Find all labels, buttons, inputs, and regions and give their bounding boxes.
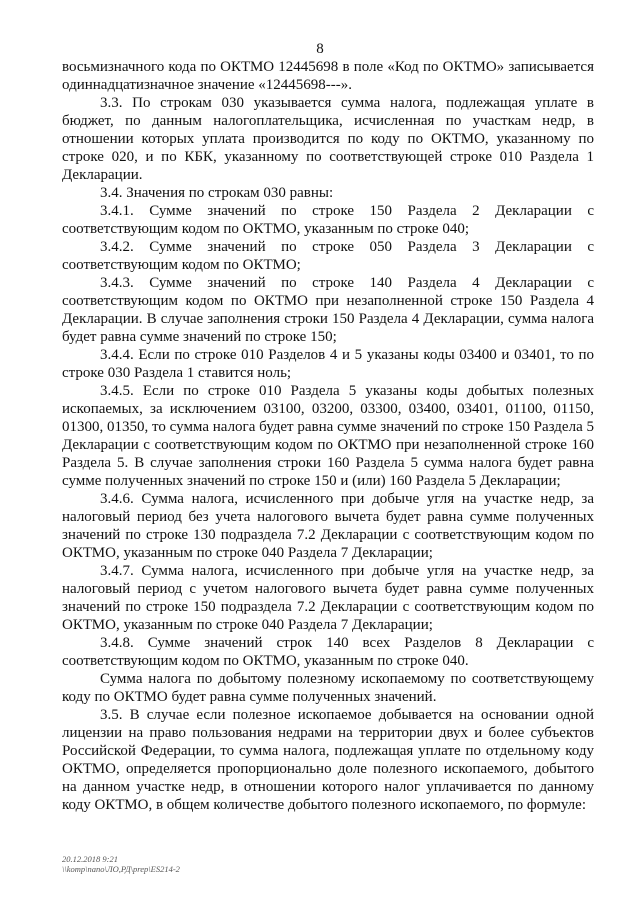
- document-body: [62, 58, 594, 814]
- paragraph-3-4: 3.4. Значения по строкам 030 равны:: [100, 185, 334, 201]
- page-number: 8: [316, 41, 324, 57]
- paragraph-3-4-1: 3.4.1. Сумме значений по строке 150 Раздела 2 Декларации с соответствующим кодом по ОКТМО, указанным по строке 040;: [62, 203, 594, 237]
- paragraph-3-4-5: 3.4.5. Если по строке 010 Раздела 5 указаны коды добытых полезных ископаемых, за исключением 03100, 03200, 03300, 03400, 03401, 01100, 01150, 01300, 01350, то сумма налога будет равна сумме значений по строке 150 Раздела 5 Декларации с соответствующим кодом по ОКТМО при незаполненной строке 160 Раздела 5. В случае заполнения строки 160 Раздела 5 сумма налога будет равна сумме полученных значений по строке 150 и (или) 160 Раздела 5 Декларации;: [62, 383, 594, 489]
- paragraph-3-3: 3.3. По строкам 030 указывается сумма налога, подлежащая уплате в бюджет, по данным налогоплательщика, исчисленная по участкам недр, в отношении которых уплата производится по коду по ОКТМО, указанному по строке 020, и по КБК, указанному по соответствующей строке 010 Раздела 1 Декларации.: [62, 95, 594, 183]
- paragraph-3-4-3: 3.4.3. Сумме значений по строке 140 Раздела 4 Декларации с соответствующим кодом по ОКТМО при незаполненной строке 150 Раздела 4 Декларации. В случае заполнения строки 150 Раздела 4 Декларации, сумма налога будет равна сумме значений по строке 150;: [62, 275, 594, 345]
- document-footer: [62, 854, 180, 874]
- footer-timestamp: 20.12.2018 9:21: [62, 854, 118, 864]
- paragraph-3-4-2: 3.4.2. Сумме значений по строке 050 Раздела 3 Декларации с соответствующим кодом по ОКТМО;: [62, 239, 594, 273]
- paragraph-tax-sum: Сумма налога по добытому полезному ископаемому по соответствующему коду по ОКТМО будет равна сумме полученных значений.: [62, 671, 594, 705]
- paragraph-3-4-6: 3.4.6. Сумма налога, исчисленного при добыче угля на участке недр, за налоговый период без учета налогового вычета будет равна сумме полученных значений по строке 130 подраздела 7.2 Декларации с соответствующим кодом по ОКТМО, указанным по строке 040 Раздела 7 Декларации;: [62, 491, 594, 561]
- footer-file-path: \\komp\nano\ЛО,РД\prep\ES214-2: [62, 864, 180, 874]
- paragraph-continuation: восьмизначного кода по ОКТМО 12445698 в поле «Код по ОКТМО» записывается одиннадцатизначное значение «12445698---».: [62, 59, 594, 93]
- paragraph-3-5: 3.5. В случае если полезное ископаемое добывается на основании одной лицензии на право пользования недрами на территории двух и более субъектов Российской Федерации, то сумма налога, подлежащая уплате по отдельному коду ОКТМО, определяется пропорционально доле полезного ископаемого, добытого на данном участке недр, в отношении которого налог уплачивается по данному коду ОКТМО, в общем количестве добытого полезного ископаемого, по формуле:: [62, 707, 594, 813]
- paragraph-3-4-8: 3.4.8. Сумме значений строк 140 всех Разделов 8 Декларации с соответствующим кодом по ОКТМО, указанным по строке 040.: [62, 635, 594, 669]
- paragraph-3-4-4: 3.4.4. Если по строке 010 Разделов 4 и 5 указаны коды 03400 и 03401, то по строке 030 Раздела 1 ставится ноль;: [62, 347, 594, 381]
- paragraph-3-4-7: 3.4.7. Сумма налога, исчисленного при добыче угля на участке недр, за налоговый период с учетом налогового вычета будет равна сумме полученных значений по строке 150 подраздела 7.2 Декларации с соответствующим кодом по ОКТМО, указанным по строке 040 Раздела 7 Декларации;: [62, 563, 594, 633]
